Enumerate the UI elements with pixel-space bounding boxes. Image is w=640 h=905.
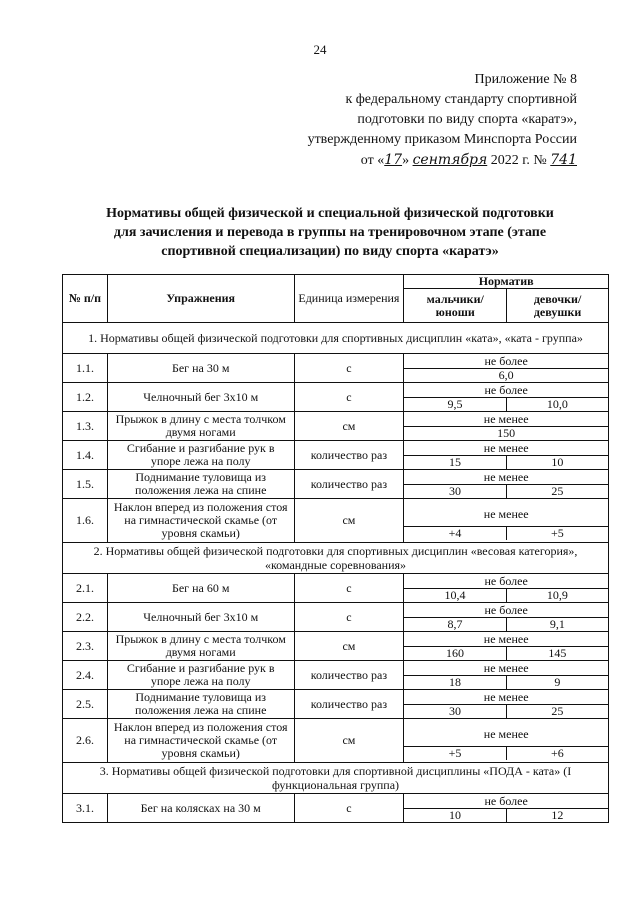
table-row — [63, 383, 609, 412]
document-title — [70, 204, 590, 261]
row-value-boys: 30 — [448, 703, 461, 718]
row-unit: см — [294, 719, 404, 763]
row-norm-cell — [404, 499, 609, 543]
row-value-merged: 6,0 — [498, 367, 514, 382]
row-norm-cell — [404, 574, 609, 603]
row-number: 2.2. — [63, 603, 108, 632]
row-exercise: Бег на колясках на 30 м — [107, 794, 294, 823]
row-norm-cell — [404, 412, 609, 441]
row-norm-cell — [404, 354, 609, 383]
row-value-girls: +5 — [506, 527, 608, 540]
row-condition: не более — [404, 355, 608, 369]
row-number: 1.5. — [63, 470, 108, 499]
row-unit: количество раз — [294, 690, 404, 719]
row-exercise: Бег на 30 м — [107, 354, 294, 383]
header-num: № п/п — [63, 275, 108, 323]
table-row — [63, 441, 609, 470]
row-exercise: Челночный бег 3x10 м — [107, 383, 294, 412]
row-exercise: Наклон вперед из положения стоя на гимнастической скамье (от уровня скамьи) — [107, 499, 294, 543]
section-title: 3. Нормативы общей физической подготовки для спортивной дисциплины «ПОДА - ката» (I функциональная группа) — [63, 763, 609, 794]
row-unit: см — [294, 632, 404, 661]
row-number: 2.3. — [63, 632, 108, 661]
row-norm-cell — [404, 632, 609, 661]
table-row — [63, 574, 609, 603]
row-norm-cell — [404, 794, 609, 823]
row-value-girls: 25 — [506, 485, 608, 498]
row-condition: не менее — [404, 471, 608, 485]
table-row — [63, 719, 609, 763]
row-exercise: Сгибание и разгибание рук в упоре лежа на полу — [107, 661, 294, 690]
row-number: 2.5. — [63, 690, 108, 719]
header-unit: Единица измерения — [294, 275, 404, 323]
row-value-boys: 18 — [448, 674, 461, 689]
row-condition: не менее — [404, 722, 608, 747]
row-exercise: Бег на 60 м — [107, 574, 294, 603]
appendix-order: утвержденному приказом Минспорта России — [307, 132, 577, 147]
row-norm-cell — [404, 690, 609, 719]
title-line-1: Нормативы общей физической и специальной физической подготовки — [106, 206, 554, 221]
table-row — [63, 412, 609, 441]
row-exercise: Челночный бег 3x10 м — [107, 603, 294, 632]
row-number: 1.4. — [63, 441, 108, 470]
row-norm-cell — [404, 719, 609, 763]
row-value-girls: 9 — [506, 676, 608, 689]
row-values — [404, 398, 608, 411]
row-value-boys: 10 — [448, 807, 461, 822]
row-values — [404, 809, 608, 822]
row-exercise: Поднимание туловища из положения лежа на спине — [107, 690, 294, 719]
norms-table — [62, 274, 609, 823]
row-number: 2.1. — [63, 574, 108, 603]
table-row — [63, 499, 609, 543]
row-unit: количество раз — [294, 441, 404, 470]
table-row — [63, 470, 609, 499]
row-value-girls: 145 — [506, 647, 608, 660]
row-values — [404, 747, 608, 760]
row-value-merged: 150 — [497, 425, 516, 440]
row-unit: с — [294, 794, 404, 823]
header-exercise: Упражнения — [107, 275, 294, 323]
row-unit: с — [294, 603, 404, 632]
date-prefix: от « — [360, 153, 385, 168]
row-condition: не более — [404, 604, 608, 618]
table-row — [63, 354, 609, 383]
row-values — [404, 705, 608, 718]
section-row — [63, 543, 609, 574]
section-row — [63, 323, 609, 354]
row-norm-cell — [404, 470, 609, 499]
row-condition: не более — [404, 795, 608, 809]
row-exercise: Наклон вперед из положения стоя на гимнастической скамье (от уровня скамьи) — [107, 719, 294, 763]
row-value-boys: +4 — [448, 525, 462, 540]
table-row — [63, 661, 609, 690]
table-row — [63, 794, 609, 823]
row-condition: не более — [404, 575, 608, 589]
row-value-boys: 160 — [445, 645, 464, 660]
row-condition: не более — [404, 384, 608, 398]
row-number: 1.2. — [63, 383, 108, 412]
row-norm-cell — [404, 661, 609, 690]
row-norm-cell — [404, 383, 609, 412]
row-number: 1.6. — [63, 499, 108, 543]
section-title: 2. Нормативы общей физической подготовки для спортивных дисциплин «весовая категория», «командные соревнования» — [63, 543, 609, 574]
row-values — [404, 485, 608, 498]
row-value-girls: 10,9 — [506, 589, 608, 602]
row-value-boys: 30 — [448, 483, 461, 498]
row-unit: см — [294, 412, 404, 441]
title-line-3: спортивной специализации) по виду спорта «каратэ» — [161, 244, 499, 259]
row-number: 2.6. — [63, 719, 108, 763]
row-value-boys: +5 — [448, 745, 462, 760]
row-number: 2.4. — [63, 661, 108, 690]
row-values — [404, 676, 608, 689]
row-values — [404, 618, 608, 631]
header-boys: мальчики/ юноши — [404, 289, 507, 323]
row-unit: см — [294, 499, 404, 543]
row-unit: с — [294, 383, 404, 412]
date-day: 17 — [384, 152, 403, 168]
row-condition: не менее — [404, 502, 608, 527]
order-number: 741 — [550, 152, 577, 168]
row-condition: не менее — [404, 413, 608, 427]
appendix-title: Приложение № 8 — [474, 72, 577, 87]
row-norm-cell — [404, 603, 609, 632]
row-exercise: Прыжок в длину с места толчком двумя ногами — [107, 632, 294, 661]
row-condition: не менее — [404, 691, 608, 705]
row-values — [404, 589, 608, 602]
appendix-date — [277, 150, 577, 171]
row-value-boys: 9,5 — [447, 396, 463, 411]
row-value-girls: +6 — [506, 747, 608, 760]
header-norm: Норматив — [404, 275, 609, 289]
table-row — [63, 603, 609, 632]
appendix-sport: подготовки по виду спорта «каратэ», — [357, 112, 577, 127]
appendix-standard: к федеральному стандарту спортивной — [345, 92, 577, 107]
appendix-header — [277, 70, 577, 171]
page-number: 24 — [313, 42, 327, 57]
row-value-girls: 10 — [506, 456, 608, 469]
row-condition: не менее — [404, 633, 608, 647]
row-values — [404, 456, 608, 469]
row-unit: с — [294, 574, 404, 603]
table-row — [63, 632, 609, 661]
row-value-boys: 8,7 — [447, 616, 463, 631]
date-mid: » — [402, 153, 413, 168]
section-title: 1. Нормативы общей физической подготовки для спортивных дисциплин «ката», «ката - группа» — [63, 323, 609, 354]
date-suffix: 2022 г. № — [487, 153, 551, 168]
row-norm-cell — [404, 441, 609, 470]
row-condition: не менее — [404, 442, 608, 456]
row-value-girls: 10,0 — [506, 398, 608, 411]
row-exercise: Поднимание туловища из положения лежа на спине — [107, 470, 294, 499]
row-number: 1.1. — [63, 354, 108, 383]
row-exercise: Прыжок в длину с места толчком двумя ногами — [107, 412, 294, 441]
row-values — [404, 527, 608, 540]
row-unit: с — [294, 354, 404, 383]
row-number: 1.3. — [63, 412, 108, 441]
row-exercise: Сгибание и разгибание рук в упоре лежа на полу — [107, 441, 294, 470]
row-value-girls: 25 — [506, 705, 608, 718]
row-unit: количество раз — [294, 661, 404, 690]
row-value-girls: 9,1 — [506, 618, 608, 631]
row-number: 3.1. — [63, 794, 108, 823]
row-unit: количество раз — [294, 470, 404, 499]
title-line-2: для зачисления и перевода в группы на тренировочном этапе (этапе — [113, 225, 547, 240]
header-girls: девочки/ девушки — [507, 289, 609, 323]
date-month: сентября — [412, 152, 488, 168]
row-value-girls: 12 — [506, 809, 608, 822]
row-condition: не менее — [404, 662, 608, 676]
table-row — [63, 690, 609, 719]
row-value-boys: 10,4 — [444, 587, 466, 602]
section-row — [63, 763, 609, 794]
row-values — [404, 647, 608, 660]
row-value-boys: 15 — [448, 454, 461, 469]
